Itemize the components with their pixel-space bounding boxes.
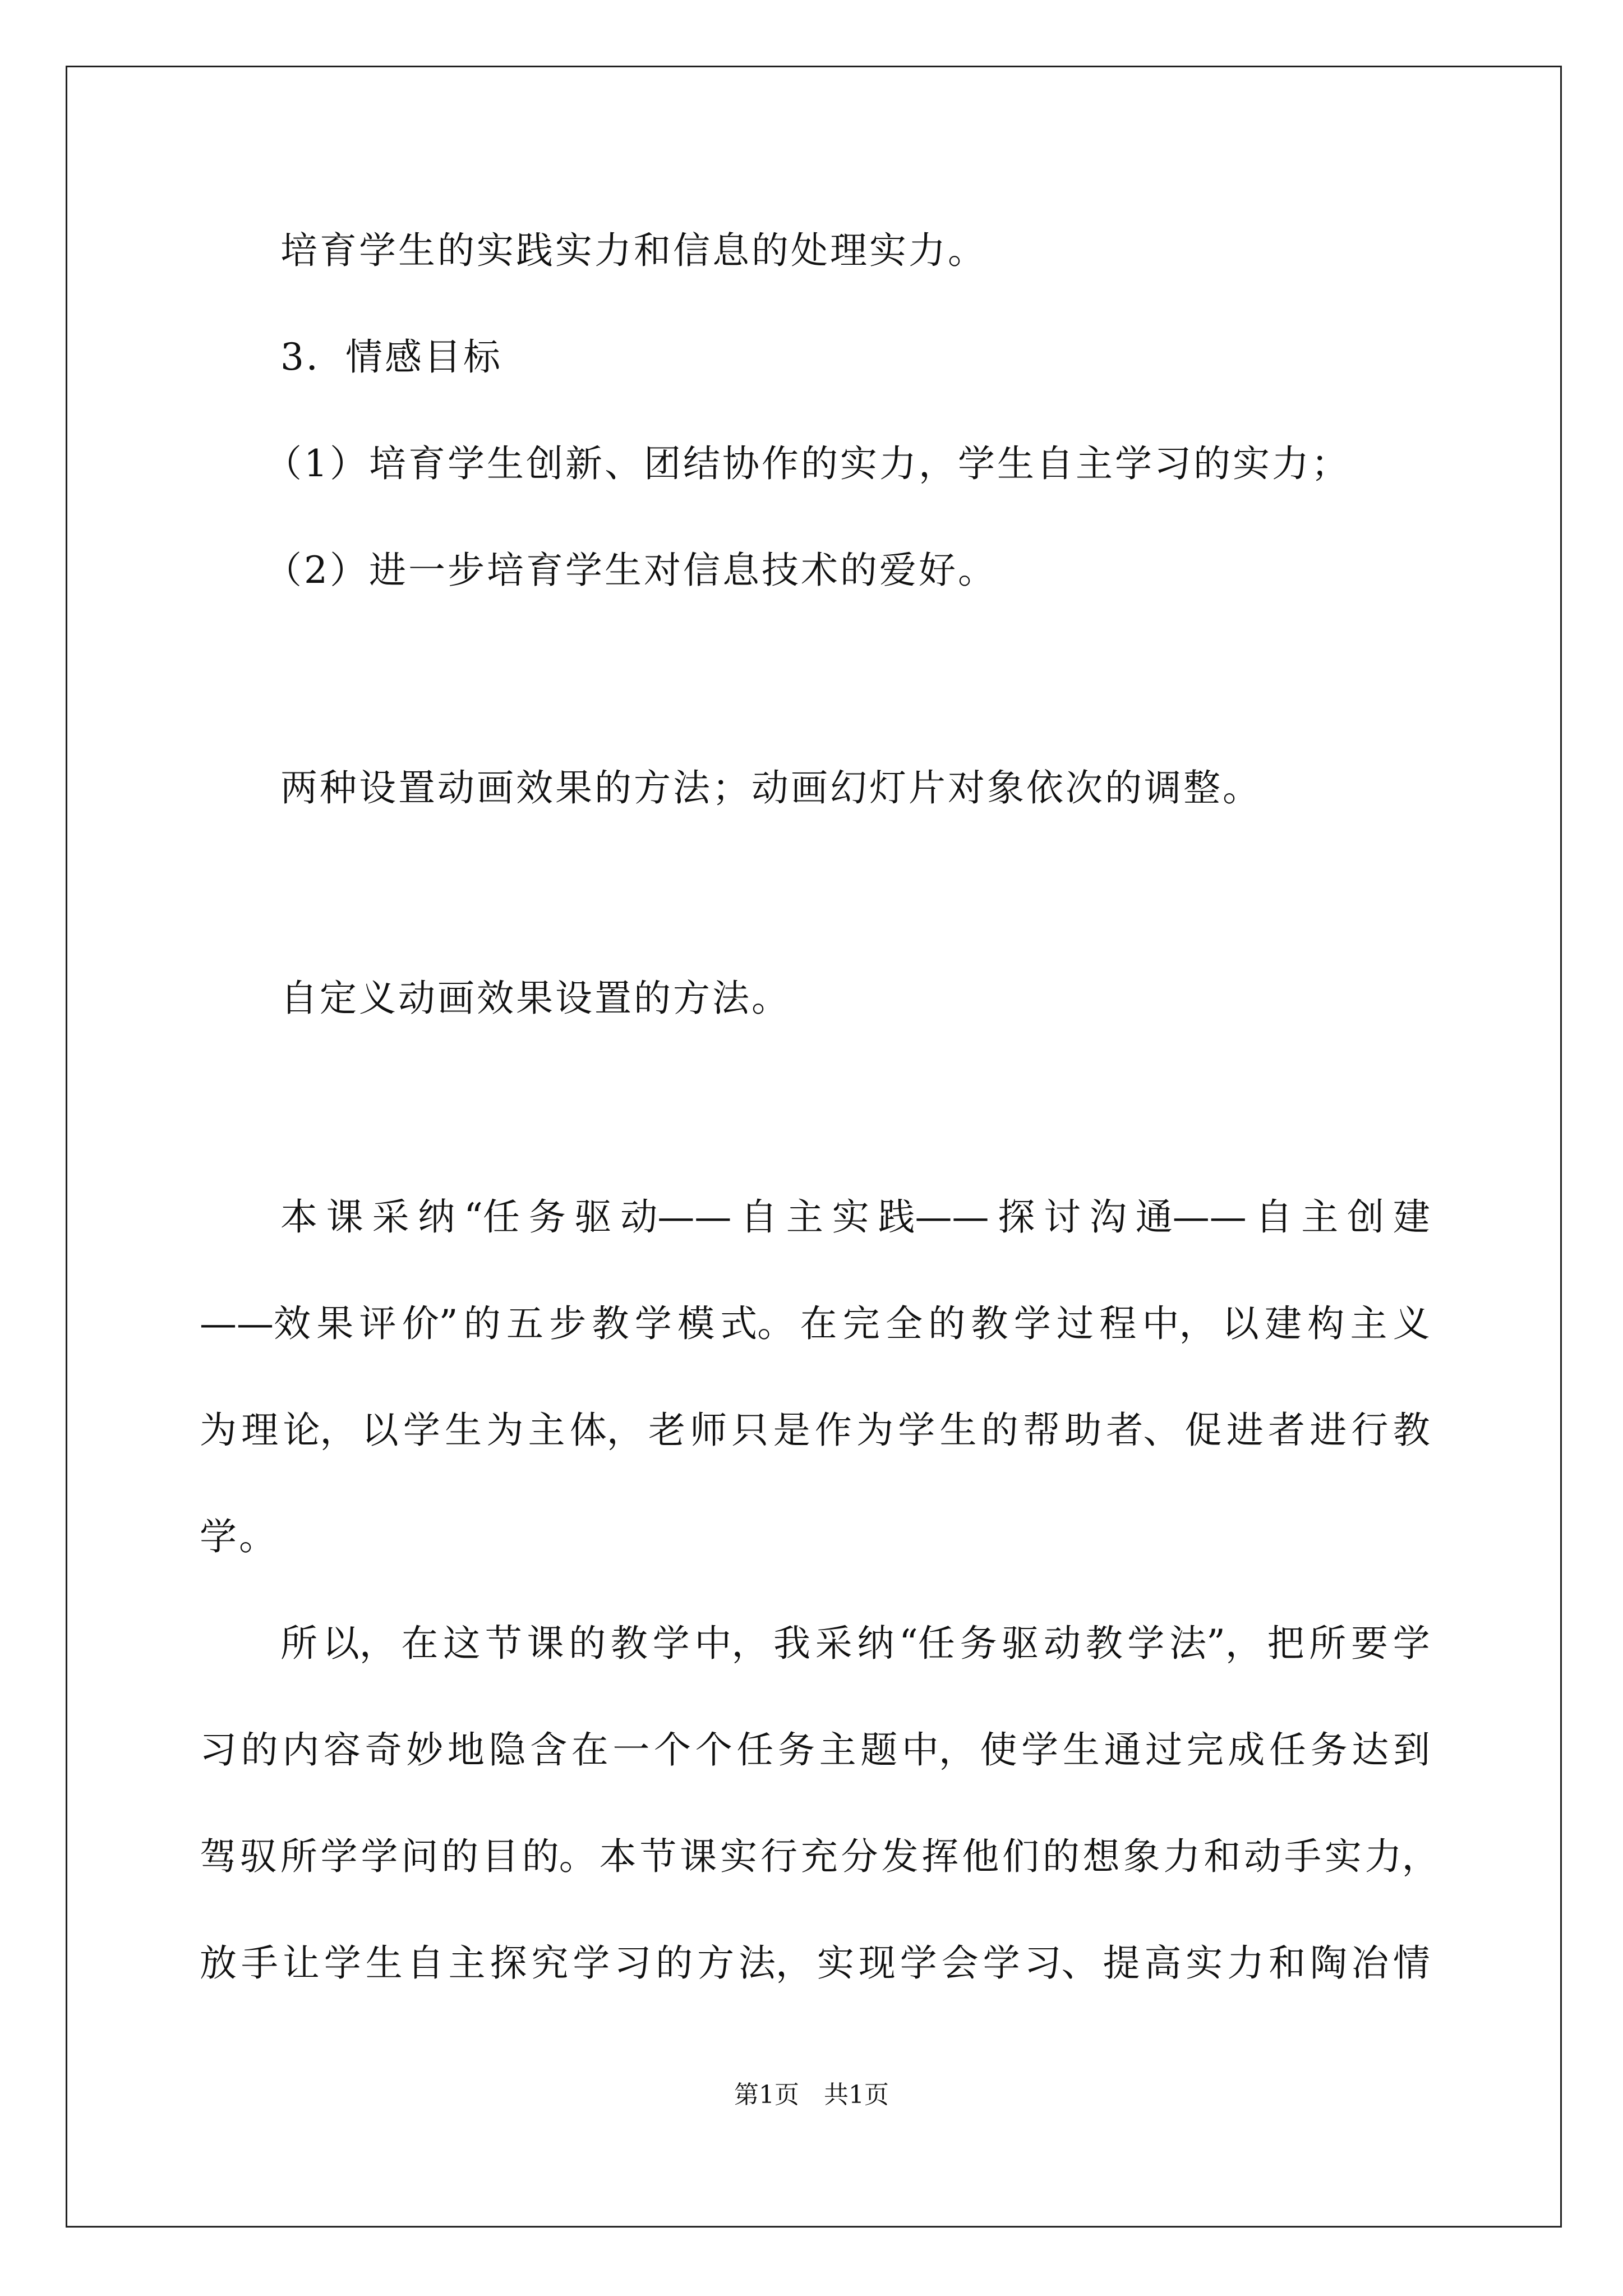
text-segment: 的 bbox=[241, 1728, 278, 1772]
text-segment: 论， bbox=[283, 1409, 357, 1452]
text-segment: 式。 bbox=[720, 1302, 795, 1345]
page-border bbox=[66, 66, 1562, 2228]
text-segment: 想 bbox=[1082, 1835, 1120, 1878]
text-segment: 力 bbox=[1227, 1941, 1265, 1985]
paragraph-difficulty: 自定义动画效果设置的方法。 bbox=[280, 977, 791, 1020]
text-segment: 中， bbox=[1142, 1302, 1216, 1345]
text-segment: 教 bbox=[1393, 1409, 1430, 1452]
text-segment: 目 bbox=[481, 1835, 519, 1878]
text-segment: 个 bbox=[654, 1728, 691, 1772]
text-segment: 题 bbox=[860, 1728, 898, 1772]
text-segment: 任 bbox=[736, 1728, 774, 1772]
text-segment: 自 bbox=[1255, 1195, 1293, 1239]
text-segment: 学 bbox=[1127, 1622, 1165, 1665]
text-segment: 他 bbox=[962, 1835, 999, 1878]
paragraph-method-line-4: 学。 bbox=[200, 1515, 278, 1558]
text-segment: 创 bbox=[1347, 1195, 1385, 1239]
text-segment: 为 bbox=[486, 1409, 524, 1452]
text-segment: 主 bbox=[819, 1728, 856, 1772]
text-segment: 课 bbox=[680, 1835, 717, 1878]
text-segment: 完 bbox=[1186, 1728, 1224, 1772]
text-segment: 我 bbox=[773, 1622, 811, 1665]
paragraph-task-driven-line-2 bbox=[200, 1725, 1430, 1775]
text-segment: 所 bbox=[280, 1835, 317, 1878]
text-segment: “任 bbox=[464, 1195, 520, 1239]
text-segment: 和 bbox=[1204, 1835, 1241, 1878]
text-segment: 现 bbox=[858, 1941, 896, 1985]
text-segment: 务 bbox=[777, 1728, 815, 1772]
text-segment: 过 bbox=[1057, 1302, 1094, 1345]
text-segment: 实 bbox=[720, 1835, 758, 1878]
text-segment: 法”， bbox=[1169, 1622, 1262, 1665]
text-segment: 生 bbox=[939, 1409, 977, 1452]
text-segment: 通—— bbox=[1135, 1195, 1247, 1239]
text-segment: 作 bbox=[814, 1409, 852, 1452]
text-segment: 务 bbox=[960, 1622, 997, 1665]
text-segment: 采 bbox=[372, 1195, 409, 1239]
text-segment: 驾 bbox=[200, 1835, 237, 1878]
text-segment: 要 bbox=[1350, 1622, 1388, 1665]
text-segment: 步 bbox=[549, 1302, 587, 1345]
text-segment: 成 bbox=[1228, 1728, 1265, 1772]
text-segment: 是 bbox=[773, 1409, 810, 1452]
text-segment: 在 bbox=[401, 1622, 439, 1665]
text-segment: 习 bbox=[614, 1941, 652, 1985]
text-segment: 学 bbox=[634, 1302, 672, 1345]
text-segment: 象 bbox=[1123, 1835, 1160, 1878]
paragraph-practice-ability: 培育学生的实践实力和信息的处理实力。 bbox=[280, 229, 987, 272]
text-segment: 生 bbox=[365, 1941, 403, 1985]
text-segment: 进 bbox=[1226, 1409, 1264, 1452]
text-segment: 学 bbox=[983, 1941, 1020, 1985]
text-segment: 纳 bbox=[857, 1622, 895, 1665]
text-segment: 学 bbox=[652, 1622, 690, 1665]
text-segment: 理 bbox=[241, 1409, 279, 1452]
text-segment: 冶 bbox=[1351, 1941, 1389, 1985]
text-segment: 一 bbox=[612, 1728, 650, 1772]
text-segment: 任 bbox=[1269, 1728, 1307, 1772]
text-segment: 帮 bbox=[1022, 1409, 1060, 1452]
text-segment: 探 bbox=[998, 1195, 1035, 1239]
text-segment: 挥 bbox=[921, 1835, 959, 1878]
text-segment: 者 bbox=[1268, 1409, 1306, 1452]
text-segment: 学 bbox=[324, 1941, 361, 1985]
text-segment: 分 bbox=[841, 1835, 878, 1878]
text-segment: 中， bbox=[694, 1622, 769, 1665]
text-segment: 的 bbox=[463, 1302, 501, 1345]
text-segment: 把 bbox=[1267, 1622, 1304, 1665]
text-segment: 课 bbox=[326, 1195, 363, 1239]
paragraph-task-driven-line-1 bbox=[280, 1618, 1430, 1669]
paragraph-method-line-1 bbox=[280, 1192, 1430, 1243]
text-segment: 实 bbox=[832, 1195, 869, 1239]
text-segment: 到 bbox=[1393, 1728, 1430, 1772]
text-segment: 过 bbox=[1145, 1728, 1183, 1772]
text-segment: 以 bbox=[1221, 1302, 1259, 1345]
text-segment: 义 bbox=[1393, 1302, 1430, 1345]
text-segment: 发 bbox=[881, 1835, 919, 1878]
text-segment: 节 bbox=[485, 1622, 522, 1665]
text-segment: 所 bbox=[1309, 1622, 1347, 1665]
text-segment: 讨 bbox=[1044, 1195, 1081, 1239]
text-segment: 驱 bbox=[574, 1195, 612, 1239]
text-segment: 陶 bbox=[1310, 1941, 1348, 1985]
text-segment: 的 bbox=[656, 1941, 693, 1985]
text-segment: 自 bbox=[407, 1941, 444, 1985]
text-segment: 的 bbox=[928, 1302, 966, 1345]
text-segment: 含 bbox=[530, 1728, 568, 1772]
text-segment: 内 bbox=[282, 1728, 320, 1772]
list-item-2: （2）进一步培育学生对信息技术的爱好。 bbox=[265, 549, 997, 592]
text-segment: 学 bbox=[1013, 1302, 1051, 1345]
text-segment: 本 bbox=[280, 1195, 317, 1239]
heading-emotion-goal: 3．情感目标 bbox=[280, 335, 502, 379]
text-segment: 主 bbox=[528, 1409, 565, 1452]
text-segment: 所 bbox=[280, 1622, 317, 1665]
text-segment: 习 bbox=[200, 1728, 237, 1772]
text-segment: 的 bbox=[981, 1409, 1018, 1452]
text-segment: 体， bbox=[569, 1409, 644, 1452]
text-segment: 的 bbox=[441, 1835, 479, 1878]
text-segment: 自 bbox=[740, 1195, 778, 1239]
text-segment: 容 bbox=[323, 1728, 361, 1772]
text-segment: 践—— bbox=[878, 1195, 989, 1239]
text-segment: 究 bbox=[531, 1941, 569, 1985]
text-segment: 放 bbox=[200, 1941, 237, 1985]
text-segment: 学 bbox=[403, 1409, 440, 1452]
text-segment: 通 bbox=[1104, 1728, 1141, 1772]
text-segment: 在 bbox=[800, 1302, 837, 1345]
text-segment: 动—— bbox=[620, 1195, 732, 1239]
paragraph-method-line-3 bbox=[200, 1405, 1430, 1456]
text-segment: 和 bbox=[1269, 1941, 1306, 1985]
text-segment: 学 bbox=[361, 1835, 398, 1878]
text-segment: 达 bbox=[1352, 1728, 1389, 1772]
text-segment: 进 bbox=[1310, 1409, 1347, 1452]
text-segment: 完 bbox=[842, 1302, 880, 1345]
text-segment: 节 bbox=[639, 1835, 677, 1878]
text-segment: 探 bbox=[490, 1941, 527, 1985]
text-segment: “任 bbox=[899, 1622, 955, 1665]
text-segment: 行 bbox=[1351, 1409, 1389, 1452]
text-segment: 生 bbox=[445, 1409, 482, 1452]
text-segment: 本 bbox=[599, 1835, 637, 1878]
text-segment: 手 bbox=[241, 1941, 278, 1985]
text-segment: 手 bbox=[1284, 1835, 1321, 1878]
text-segment: 学 bbox=[1021, 1728, 1059, 1772]
text-segment: 方 bbox=[697, 1941, 735, 1985]
text-segment: 问 bbox=[401, 1835, 439, 1878]
text-segment: 隐 bbox=[488, 1728, 526, 1772]
text-segment: 个 bbox=[695, 1728, 732, 1772]
text-segment: 实 bbox=[1324, 1835, 1362, 1878]
text-segment: 以 bbox=[361, 1409, 399, 1452]
text-segment: 促 bbox=[1184, 1409, 1222, 1452]
text-segment: 会 bbox=[941, 1941, 979, 1985]
text-segment: 驭 bbox=[239, 1835, 277, 1878]
text-segment: 老 bbox=[648, 1409, 685, 1452]
text-segment: 评 bbox=[359, 1302, 396, 1345]
text-segment: 沟 bbox=[1089, 1195, 1127, 1239]
text-segment: 为 bbox=[200, 1409, 237, 1452]
text-segment: 力 bbox=[1163, 1835, 1201, 1878]
text-segment: 价” bbox=[402, 1302, 458, 1345]
text-segment: 为 bbox=[856, 1409, 894, 1452]
text-segment: 高 bbox=[1144, 1941, 1182, 1985]
text-segment: 情 bbox=[1393, 1941, 1430, 1985]
text-segment: 学 bbox=[900, 1941, 937, 1985]
text-segment: 充 bbox=[800, 1835, 838, 1878]
text-segment: 以， bbox=[322, 1622, 396, 1665]
text-segment: 模 bbox=[677, 1302, 714, 1345]
text-segment: 学 bbox=[573, 1941, 610, 1985]
text-segment: 习、 bbox=[1024, 1941, 1099, 1985]
text-segment: 主 bbox=[1301, 1195, 1339, 1239]
text-segment: 提 bbox=[1103, 1941, 1140, 1985]
text-segment: 采 bbox=[815, 1622, 852, 1665]
text-segment: 使 bbox=[980, 1728, 1017, 1772]
text-segment: 助 bbox=[1064, 1409, 1102, 1452]
paragraph-key-points: 两种设置动画效果的方法；动画幻灯片对象依次的调整。 bbox=[280, 766, 1262, 809]
text-segment: 构 bbox=[1307, 1302, 1345, 1345]
text-segment: 只 bbox=[731, 1409, 769, 1452]
text-segment: 妙 bbox=[406, 1728, 444, 1772]
text-segment: 课 bbox=[527, 1622, 564, 1665]
text-segment: 动 bbox=[1044, 1622, 1081, 1665]
text-segment: 中， bbox=[901, 1728, 976, 1772]
text-segment: 驱 bbox=[1002, 1622, 1039, 1665]
text-segment: 们 bbox=[1002, 1835, 1040, 1878]
text-segment: 五 bbox=[506, 1302, 543, 1345]
text-segment: 地 bbox=[447, 1728, 485, 1772]
text-segment: 生 bbox=[1062, 1728, 1100, 1772]
page-footer: 第1页 共1页 bbox=[734, 2081, 889, 2109]
text-segment: 学 bbox=[1393, 1622, 1430, 1665]
text-segment: 行 bbox=[760, 1835, 797, 1878]
text-segment: 在 bbox=[571, 1728, 608, 1772]
text-segment: 学 bbox=[898, 1409, 935, 1452]
text-segment: 教 bbox=[592, 1302, 629, 1345]
paragraph-task-driven-line-4 bbox=[200, 1938, 1430, 1989]
text-segment: 实 bbox=[1186, 1941, 1223, 1985]
text-segment: 让 bbox=[282, 1941, 320, 1985]
paragraph-method-line-2 bbox=[200, 1299, 1430, 1349]
paragraph-task-driven-line-3 bbox=[200, 1832, 1439, 1882]
text-segment: 者、 bbox=[1106, 1409, 1181, 1452]
text-segment: 果 bbox=[316, 1302, 354, 1345]
text-segment: 的。 bbox=[522, 1835, 596, 1878]
text-segment: 主 bbox=[786, 1195, 823, 1239]
text-segment: 奇 bbox=[365, 1728, 402, 1772]
text-segment: 主 bbox=[448, 1941, 486, 1985]
text-segment: 实 bbox=[817, 1941, 854, 1985]
text-segment: 主 bbox=[1350, 1302, 1387, 1345]
text-segment: 教 bbox=[971, 1302, 1008, 1345]
text-segment: 的 bbox=[1042, 1835, 1080, 1878]
text-segment: 务 bbox=[528, 1195, 566, 1239]
text-segment: 全 bbox=[886, 1302, 923, 1345]
text-segment: 建 bbox=[1265, 1302, 1302, 1345]
text-segment: 学 bbox=[320, 1835, 358, 1878]
text-segment: 教 bbox=[1085, 1622, 1123, 1665]
text-segment: 务 bbox=[1310, 1728, 1348, 1772]
text-segment: 教 bbox=[610, 1622, 648, 1665]
text-segment: 法， bbox=[738, 1941, 813, 1985]
list-item-1: （1）培育学生创新、团结协作的实力，学生自主学习的实力； bbox=[265, 442, 1350, 485]
text-segment: 动 bbox=[1244, 1835, 1281, 1878]
text-segment: ——效 bbox=[200, 1302, 311, 1345]
text-segment: 这 bbox=[443, 1622, 481, 1665]
text-segment: 的 bbox=[569, 1622, 606, 1665]
text-segment: 程 bbox=[1099, 1302, 1137, 1345]
text-segment: 纳 bbox=[418, 1195, 455, 1239]
text-segment: 力， bbox=[1364, 1835, 1439, 1878]
text-segment: 师 bbox=[690, 1409, 727, 1452]
text-segment: 建 bbox=[1393, 1195, 1430, 1239]
